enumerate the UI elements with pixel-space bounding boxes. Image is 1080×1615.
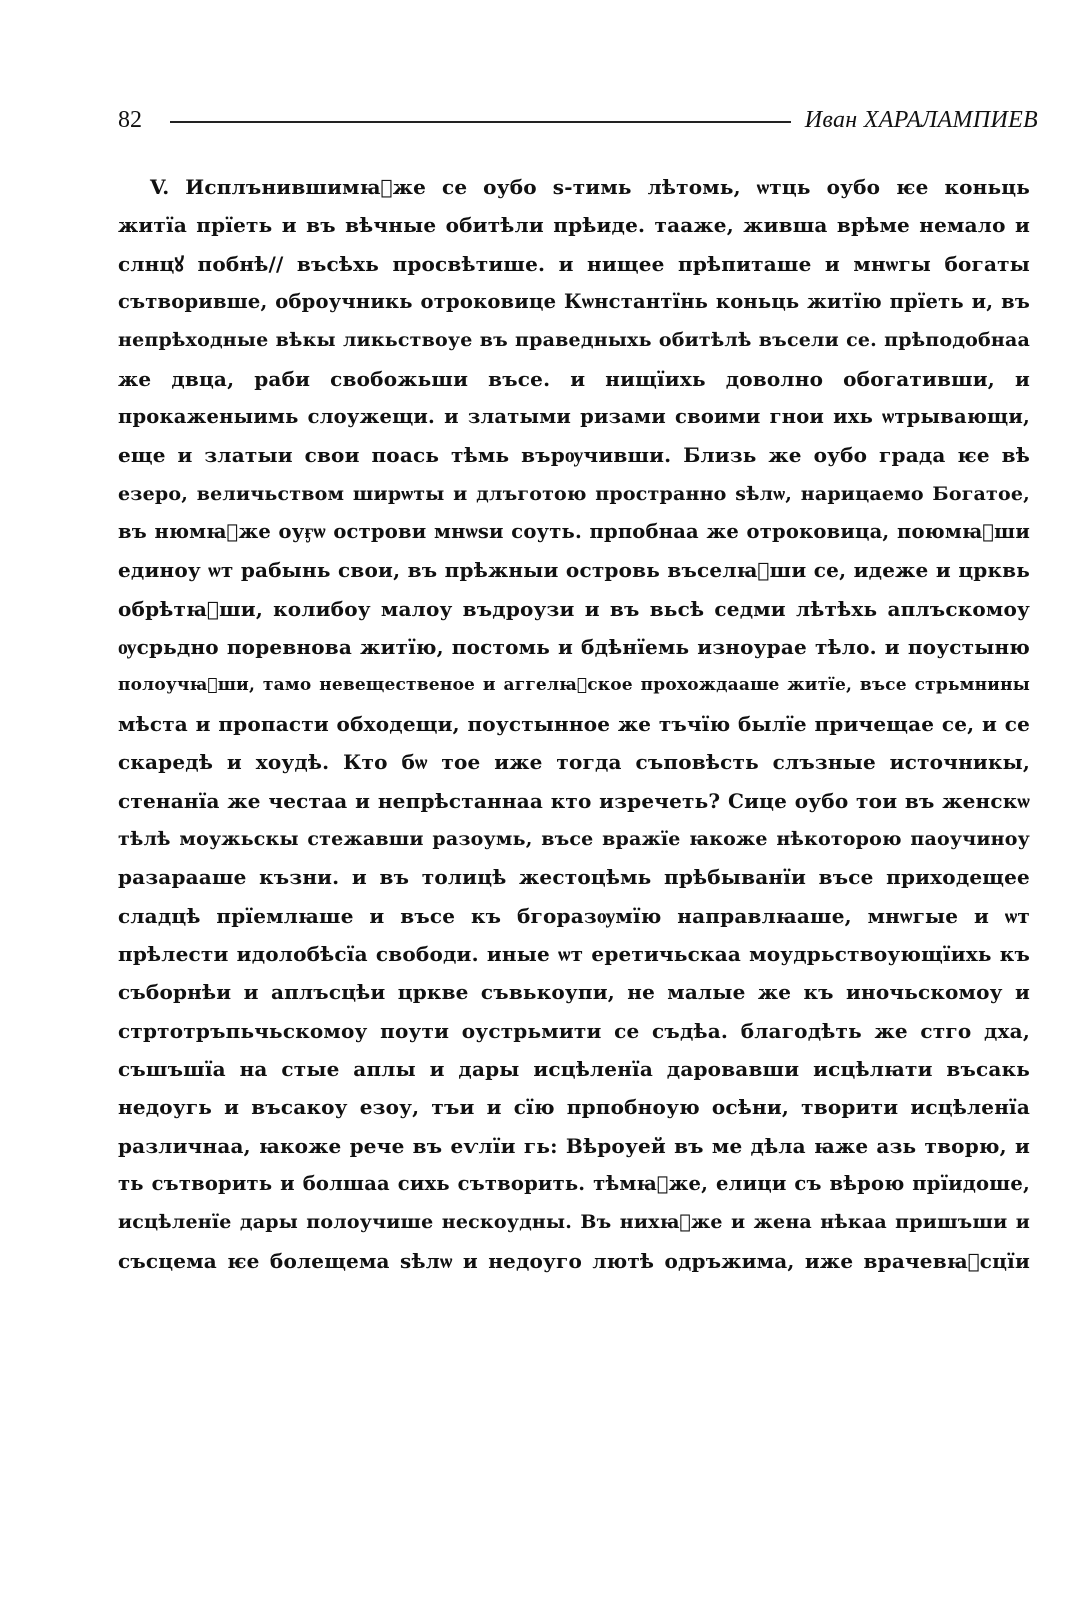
running-head-author: Иван ХАРАЛАМПИЕВ: [804, 106, 1038, 133]
text-line: сътворивше, оброучникь отроковице Кѡнстантїнь коньць житїю прїеть и, въ: [118, 290, 1030, 314]
text-line: же двца, раби свобожьши въсе. и нищїихь доволно обогативши, и: [118, 366, 1030, 391]
text-line: ть сътворить и болшаа сихь сътворить. тѣмꙗ҆же, елици съ вѣрою прїидоше,: [118, 1171, 1030, 1195]
text-line: непрѣходные вѣкы ликьствоуе въ праведныхь обитѣлѣ въсели се. прѣподобнаа: [118, 329, 1030, 352]
text-line: единоу ѡт рабынь свои, въ прѣжныи островь въселꙗ҆ши се, идеже и црквь: [118, 558, 1030, 583]
body-text: [118, 168, 1030, 1280]
text-line: житїа прїеть и въ вѣчные обитѣли прѣиде. тааже, живша врѣме немало и: [118, 213, 1030, 238]
text-line: езеро, величьством ширѡты и длъготою пространно ѕѣлѡ, нарицаемо Богатое,: [118, 482, 1030, 505]
text-line: обрѣтꙗ҆ши, колибоу малоу въдроузи и въ вьсѣ седми лѣтѣхь аплъскомоу: [118, 596, 1030, 621]
text-line: прокаженыимь слоужещи. и златыми ризами своими гнои ихь ѡтрывающи,: [118, 405, 1030, 429]
running-header: [118, 100, 1038, 140]
text-line: V. Исплънившимꙗ҆же се оубо ѕ-тимь лѣтомь, ѡтць оубо ѥе коньць: [150, 175, 1030, 199]
text-line: полоучꙗ҆ши, тамо невещественое и аггелꙗ҆ское прохождааше житїе, въсе стрьмнины: [118, 675, 1030, 696]
text-line: слнцꙋ побнѣ// въсѣхь просвѣтише. и нищее прѣпиташе и мнѡгы богаты: [118, 251, 1030, 276]
text-line: съборнѣи и аплъсцѣи цркве съвькоупи, не малые же къ иночьскомоу и: [118, 980, 1030, 1005]
text-line: прѣлести идолобѣсїа свободи. иные ѡт еретичьскаа моудрьствоующїихь къ: [118, 941, 1030, 966]
text-line: стртотръпьчьскомоу поути оустрьмити се съдѣа. благодѣть же стго дха,: [118, 1018, 1030, 1043]
text-line: исцѣленїе дары полоучише нескоудны. Въ нихꙗ҆же и жена нѣкаа пришъши и: [118, 1211, 1030, 1234]
text-line: съсцема ѥе болещема ѕѣлѡ и недоуго лютѣ одръжима, иже врачевꙗ҆сцїи: [118, 1248, 1030, 1273]
text-line: недоугь и въсакоу езоу, тъи и сїю прпобноую осѣни, творити исцѣленїа: [118, 1095, 1030, 1120]
text-line: въ нюмꙗ҆же оуӻѡ острови мнѡѕи соуть. прпобнаа же отроковица, поюмꙗ҆ши: [118, 520, 1030, 544]
text-line: ѹсрьдно поревнова житїю, постомь и бдѣнїемь изноураe тѣло. и поустыню: [118, 635, 1030, 660]
text-line: съшъшїа на стые аплы и дары исцѣленїа даровавши исцѣлꙗти въсакь: [118, 1056, 1030, 1081]
text-line: скаредѣ и хоудѣ. Кто бѡ тое иже тогда съповѣсть слъзные источникы,: [118, 750, 1030, 775]
text-line: еще и златыи свои поась тѣмь върѹчивши. Близь же оубо града ѥе вѣ: [118, 443, 1030, 468]
text-line: сладцѣ прїемлꙗше и въсе къ бгоразѹмїю направлꙗаше, мнѡгые и ѡт: [118, 903, 1030, 928]
page-number: 82: [118, 106, 142, 133]
text-line: стенанїа же честаа и непрѣстаннаа кто изречеть? Сице оубо тои въ женскѡ: [118, 788, 1030, 813]
text-line: различнаа, ꙗкоже рече въ еѵлїи гь: Вѣроуей въ ме дѣла ꙗже азь творю, и: [118, 1133, 1030, 1158]
text-line: разарааше къзни. и въ толицѣ жестоцѣмь прѣбыванїи въсе приходещее: [118, 865, 1030, 890]
text-line: тѣлѣ моужьскы стежавши разоумь, въсе вражїе ꙗкоже нѣкоторою паоучиноу: [118, 827, 1030, 850]
header-rule: [170, 121, 791, 123]
text-line: мѣста и пропасти обходещи, поустынное же тъчїю былїе причещае се, и се: [118, 711, 1030, 736]
